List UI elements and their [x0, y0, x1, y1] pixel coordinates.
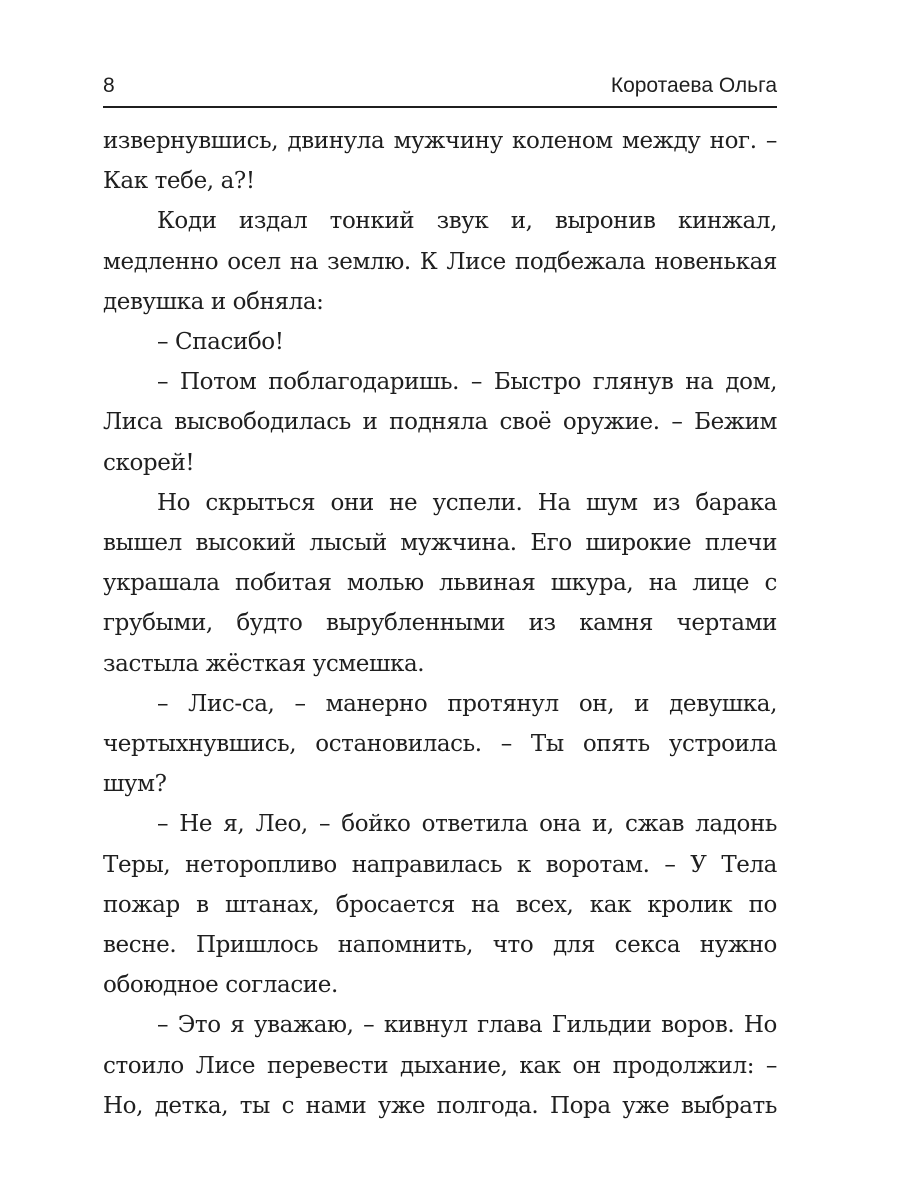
header-rule	[103, 106, 777, 108]
paragraph-2: Коди издал тонкий звук и, выронив кинжал, медленно осел на землю. К Лисе подбежала новенькая девушка и обняла:	[103, 208, 777, 315]
paragraph-6: – Лис-са, – манерно протянул он, и девушка, чертыхнувшись, остановилась. – Ты опять устроила шум?	[103, 690, 777, 798]
running-head-author: Коротаева Ольга	[610, 74, 777, 97]
paragraph-1: извернувшись, двинула мужчину коленом между ног. – Как тебе, а?!	[103, 128, 777, 195]
page-header	[103, 72, 777, 108]
page-number: 8	[103, 74, 115, 97]
paragraph-8: – Это я уважаю, – кивнул глава Гильдии воров. Но стоило Лисе перевести дыхание, как он продолжил: – Но, детка, ты с нами уже полгода. Пора уже выбрать	[103, 1012, 777, 1119]
paragraph-4: – Потом поблагодаришь. – Быстро глянув на дом, Лиса высвободилась и подняла своё оружие. – Бежим скорей!	[103, 369, 777, 476]
paragraph-3: – Спасибо!	[157, 329, 284, 356]
paragraph-5: Но скрыться они не успели. На шум из барака вышел высокий лысый мужчина. Его широкие плечи украшала побитая молью львиная шкура, на лице с грубыми, будто вырубленными из камня чертами застыла жёсткая усмешка.	[103, 489, 777, 677]
paragraph-7: – Не я, Лео, – бойко ответила она и, сжав ладонь Теры, неторопливо направилась к воротам. – У Тела пожар в штанах, бросается на всех, как кролик по весне. Пришлось напомнить, что для секса нужно обоюдное согласие.	[103, 811, 777, 999]
text-body	[103, 121, 777, 1126]
